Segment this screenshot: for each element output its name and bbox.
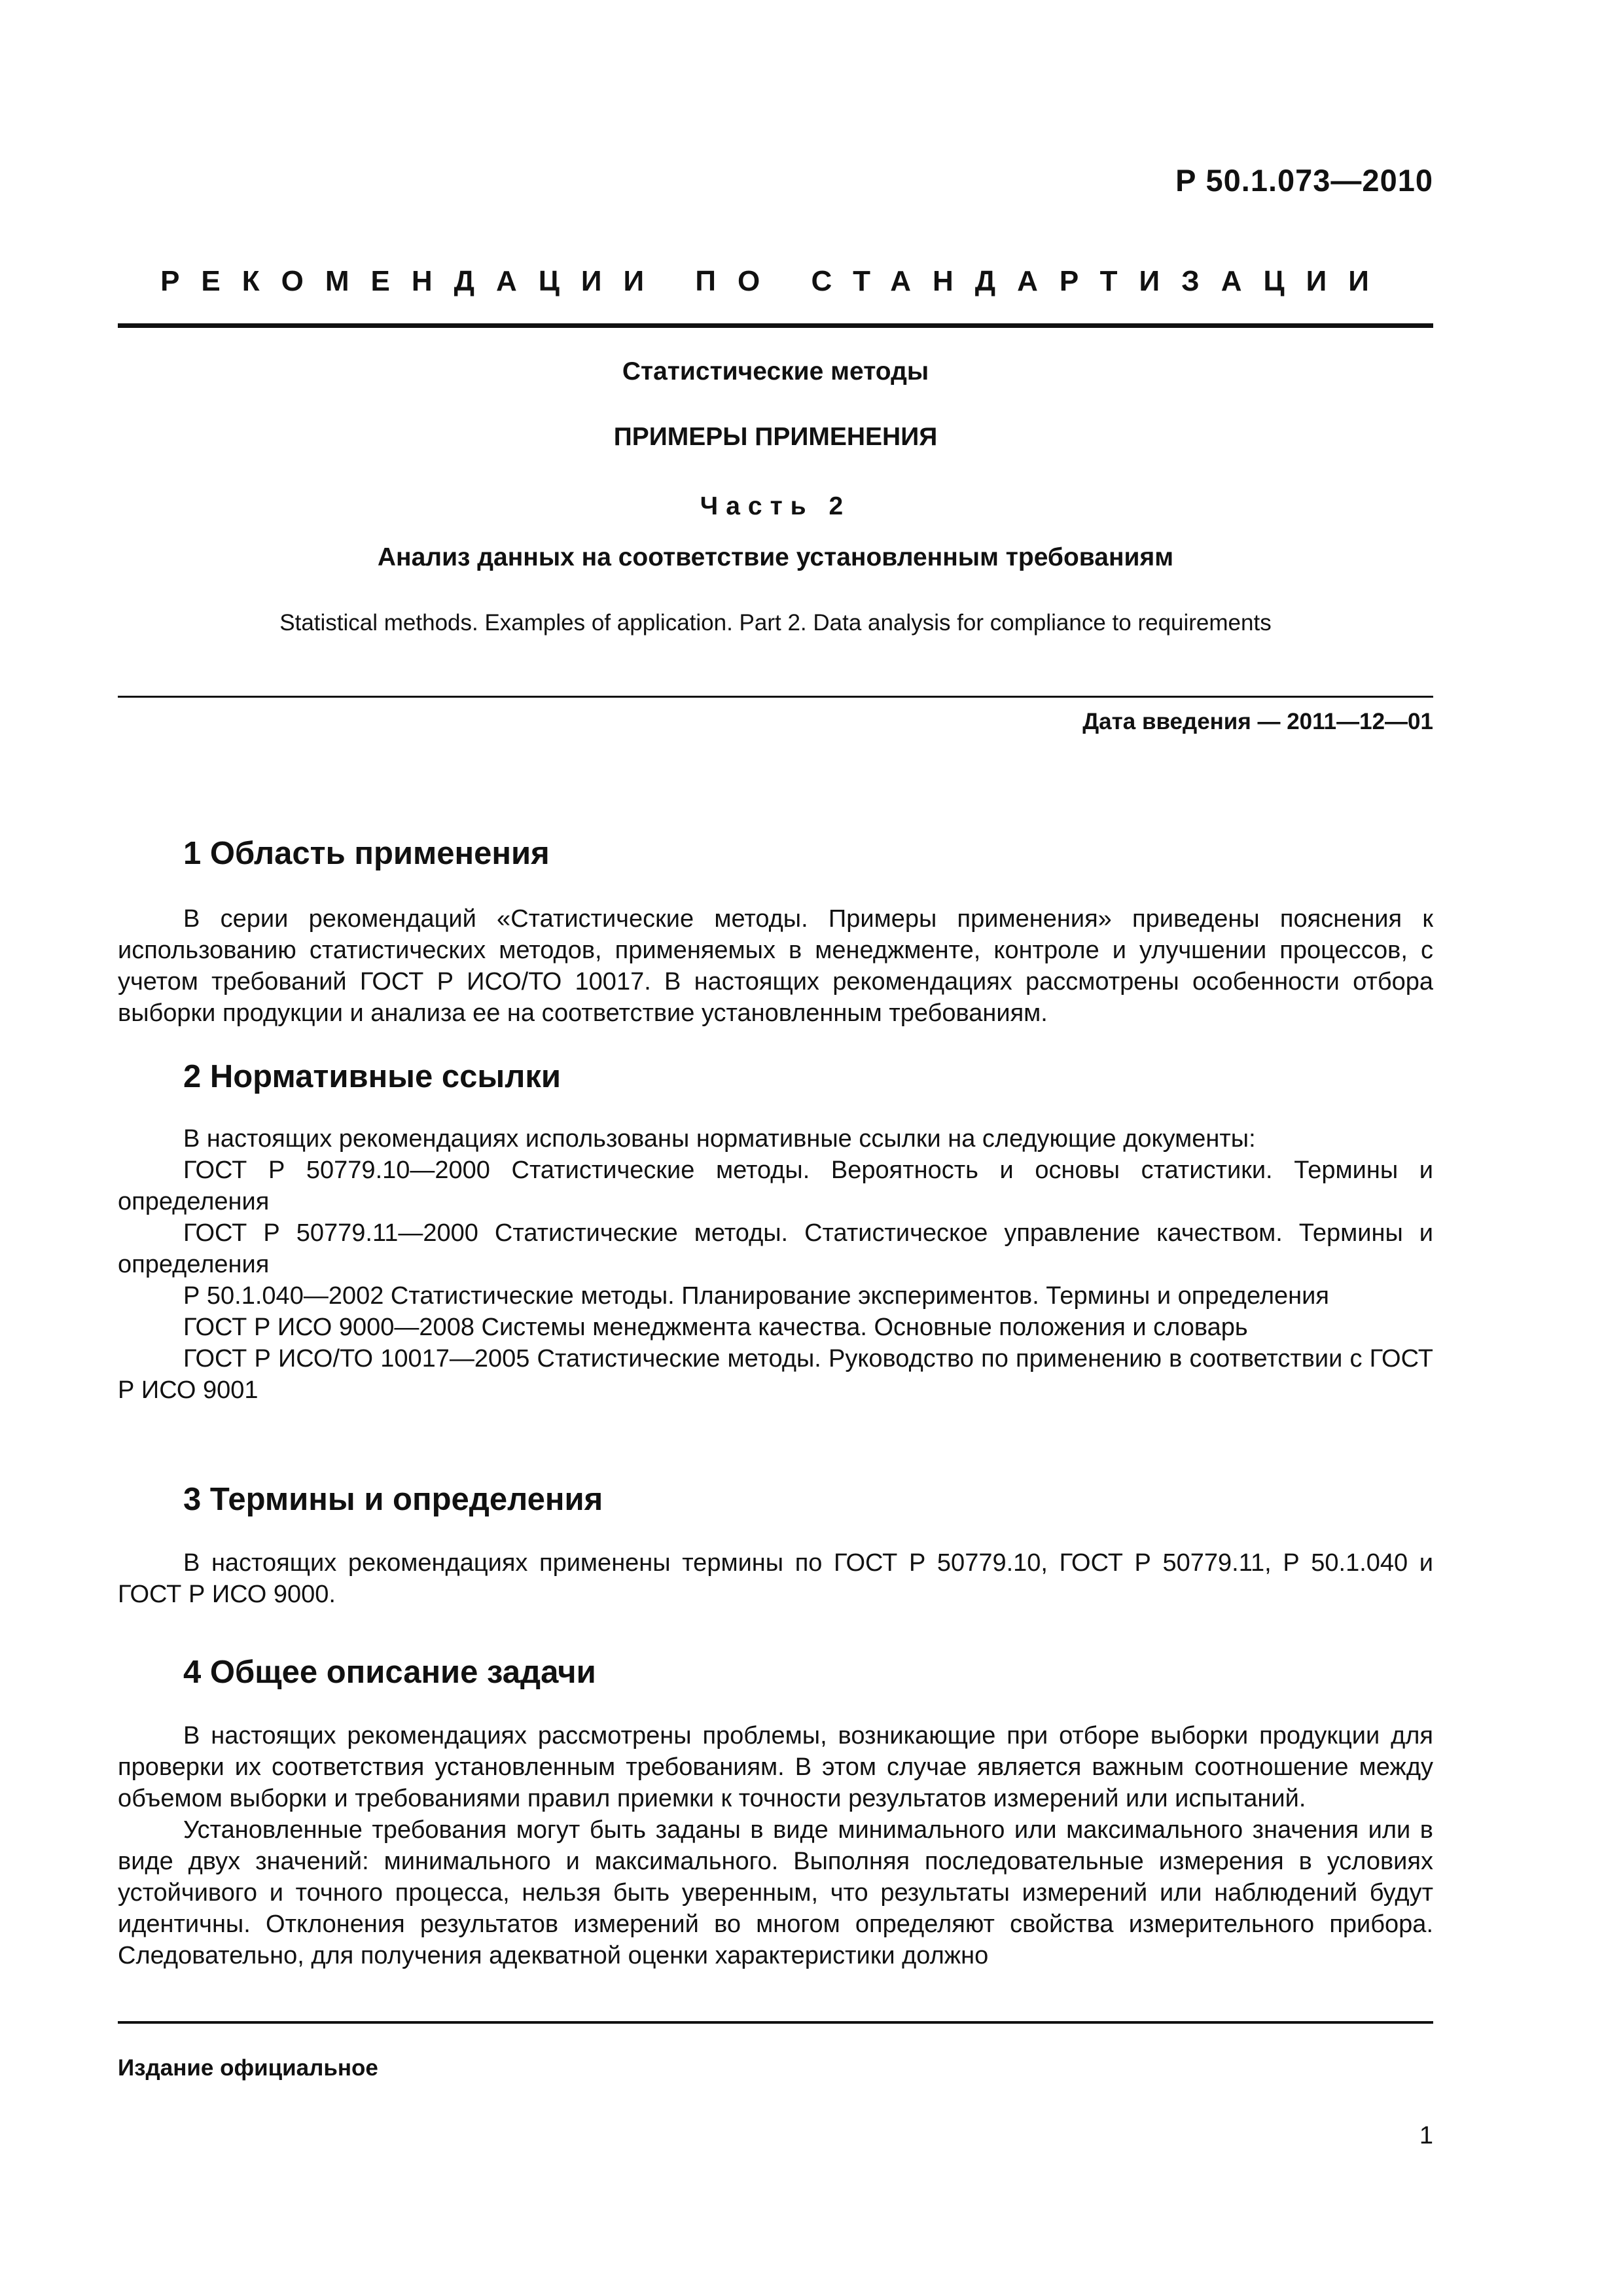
reference-item: Р 50.1.040—2002 Статистические методы. Планирование экспериментов. Термины и определения [183,1282,1329,1310]
paragraph: В настоящих рекомендациях применены термины по ГОСТ Р 50779.10, ГОСТ Р 50779.11, Р 50.1.040 и ГОСТ Р ИСО 9000. [118,1549,1433,1608]
footer-rule [118,2021,1433,2024]
section-body-1 [118,903,1433,1029]
page-number: 1 [1419,2122,1433,2149]
header-rule [118,323,1433,328]
title-part: Часть 2 [700,492,851,520]
title-main: ПРИМЕРЫ ПРИМЕНЕНИЯ [613,423,938,451]
reference-item: ГОСТ Р 50779.10—2000 Статистические методы. Вероятность и основы статистики. Термины и определения [118,1157,1433,1215]
paragraph: В серии рекомендаций «Статистические методы. Примеры применения» приведены пояснения к использованию статистических методов, применяемых в менеджменте, контроле и улучшении процессов, с учетом требований ГОСТ Р ИСО/ТО 10017. В настоящих рекомендациях рассмотрены особенности отбора выборки продукции и анализа ее на соответствие установленным требованиям. [118,905,1433,1027]
series-title: РЕКОМЕНДАЦИИ ПО СТАНДАРТИЗАЦИИ [160,265,1391,297]
document-code: Р 50.1.073—2010 [1175,163,1433,198]
reference-item: ГОСТ Р ИСО 9000—2008 Системы менеджмента качества. Основные положения и словарь [183,1314,1248,1341]
reference-item: ГОСТ Р 50779.11—2000 Статистические методы. Статистическое управление качеством. Термины и определения [118,1219,1433,1278]
section-body-2 [118,1123,1433,1406]
section-body-4 [118,1720,1433,1971]
intro-date: Дата введения — 2011—12—01 [1082,709,1433,734]
title-analysis: Анализ данных на соответствие установленным требованиям [377,543,1174,571]
title-rule [118,696,1433,698]
paragraph: Установленные требования могут быть заданы в виде минимального или максимального значения или в виде двух значений: минимального и максимального. Выполняя последовательные измерения в условиях устойчивого и точного процесса, нельзя быть уверенным, что результаты измерений или наблюдений будут идентичны. Отклонения результатов измерений во многом определяют свойства измерительного прибора. Следовательно, для получения адекватной оценки характеристики должно [118,1816,1433,1969]
section-body-3 [118,1547,1433,1610]
section-heading-4: 4 Общее описание задачи [183,1655,596,1690]
edition-label: Издание официальное [118,2055,378,2081]
section-heading-1: 1 Область применения [183,836,550,871]
title-english: Statistical methods. Examples of application. Part 2. Data analysis for compliance to requirements [279,610,1272,636]
paragraph: В настоящих рекомендациях использованы нормативные ссылки на следующие документы: [183,1125,1256,1153]
section-heading-2: 2 Нормативные ссылки [183,1059,561,1094]
section-heading-3: 3 Термины и определения [183,1482,603,1517]
reference-item: ГОСТ Р ИСО/ТО 10017—2005 Статистические методы. Руководство по применению в соответствии с ГОСТ Р ИСО 9001 [118,1345,1433,1404]
paragraph: В настоящих рекомендациях рассмотрены проблемы, возникающие при отборе выборки продукции для проверки их соответствия установленным требованиям. В этом случае является важным соотношение между объемом выборки и требованиями правил приемки к точности результатов измерений или испытаний. [118,1722,1433,1812]
title-subtitle: Статистические методы [622,357,929,386]
